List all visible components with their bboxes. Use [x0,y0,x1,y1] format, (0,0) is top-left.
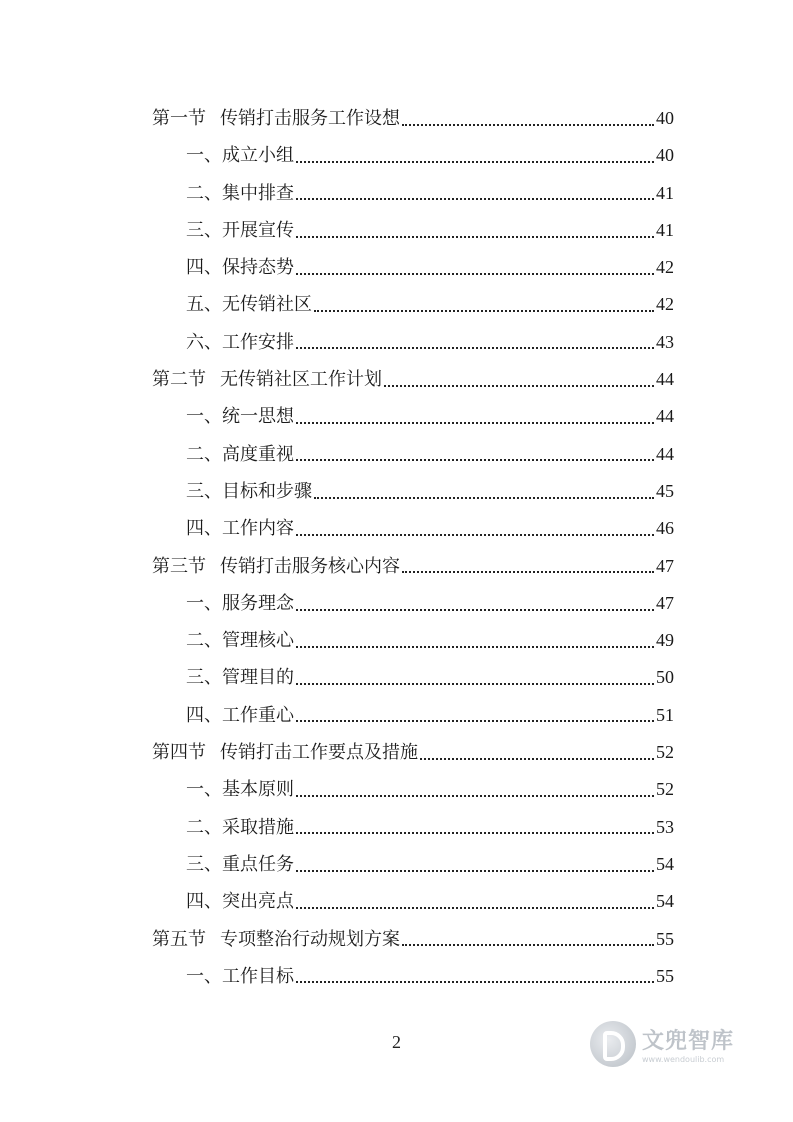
toc-entry-text: 管理核心 [222,630,294,652]
toc-entry-number: 一、 [186,145,222,167]
toc-entry-number: 一、 [186,779,222,801]
toc-dot-leader [296,720,654,722]
toc-entry-page: 54 [656,853,674,874]
toc-entry-title [152,100,400,137]
toc-entry-number: 第三节 [152,555,206,577]
toc-dot-leader [420,758,654,760]
toc-entry-text: 工作目标 [222,965,294,987]
toc-entry-title [186,958,294,995]
toc-entry-page: 54 [656,891,674,912]
toc-entry-page: 52 [656,779,674,800]
toc-entry[interactable] [152,212,674,249]
toc-entry-text: 服务理念 [222,592,294,614]
toc-entry-number: 一、 [186,592,222,614]
toc-entry-page: 53 [656,816,674,837]
toc-dot-leader [296,981,654,983]
toc-entry[interactable] [152,771,674,808]
toc-entry-text: 集中排查 [222,182,294,204]
toc-entry-number: 二、 [186,816,222,838]
toc-entry-title [186,286,312,323]
toc-entry[interactable] [152,100,674,137]
toc-dot-leader [296,347,654,349]
toc-entry-page: 42 [656,257,674,278]
toc-entry-number: 三、 [186,219,222,241]
toc-entry-text: 传销打击服务工作设想 [220,108,400,129]
toc-entry-text: 高度重视 [222,443,294,465]
toc-entry-text: 保持态势 [222,257,294,279]
toc-entry-number: 四、 [186,704,222,726]
toc-entry-page: 49 [656,630,674,651]
toc-entry-title [186,883,294,920]
toc-entry-page: 55 [656,965,674,986]
toc-entry-text: 管理目的 [222,667,294,689]
toc-entry-title [186,175,294,212]
toc-entry-page: 40 [656,108,674,128]
watermark-logo-icon [590,1021,636,1067]
toc-entry-text: 采取措施 [222,816,294,838]
toc-entry-number: 第五节 [152,928,206,950]
toc-entry-number: 六、 [186,331,222,353]
toc-entry[interactable] [152,958,674,995]
toc-entry[interactable] [152,473,674,510]
toc-entry-page: 44 [656,369,674,390]
toc-entry-page: 55 [656,928,674,949]
toc-entry-number: 三、 [186,853,222,875]
toc-entry-title [186,771,294,808]
toc-entry-text: 突出亮点 [222,891,294,913]
toc-entry[interactable] [152,398,674,435]
toc-entry-text: 专项整治行动规划方案 [220,928,400,950]
toc-entry-title [186,622,294,659]
toc-entry-title [152,548,400,585]
toc-entry-title [186,585,294,622]
toc-dot-leader [296,273,654,275]
toc-entry-number: 一、 [186,406,222,428]
toc-entry-title [186,436,294,473]
toc-entry-number: 五、 [186,294,222,316]
toc-entry[interactable] [152,175,674,212]
toc-entry[interactable] [152,324,674,361]
toc-entry[interactable] [152,883,674,920]
toc-entry[interactable] [152,510,674,547]
toc-entry-number: 四、 [186,891,222,913]
toc-entry-title [152,921,400,958]
toc-entry-number: 第二节 [152,369,206,391]
toc-entry[interactable] [152,659,674,696]
toc-entry-title [186,809,294,846]
toc-dot-leader [296,907,654,909]
toc-entry-page: 44 [656,406,674,427]
toc-entry[interactable] [152,286,674,323]
toc-entry-title [186,473,312,510]
toc-entry-title [186,510,294,547]
toc-entry-title [152,361,382,398]
toc-entry-page: 44 [656,443,674,464]
toc-entry-page: 41 [656,219,674,240]
toc-entry-number: 第一节 [152,108,206,129]
watermark-name: 文兜智库 [642,1029,735,1054]
toc-entry-number: 二、 [186,443,222,465]
toc-entry[interactable] [152,585,674,622]
toc-entry-text: 传销打击服务核心内容 [220,555,400,577]
toc-entry-number: 三、 [186,480,222,502]
toc-dot-leader [314,497,654,499]
watermark [590,1016,760,1072]
toc-entry-page: 47 [656,592,674,613]
toc-entry-text: 工作重心 [222,704,294,726]
toc-entry[interactable] [152,697,674,734]
toc-dot-leader [296,646,654,648]
toc-entry[interactable] [152,436,674,473]
page-number: 2 [392,1032,401,1052]
toc-entry-page: 51 [656,704,674,725]
toc-entry-number: 二、 [186,630,222,652]
toc-entry-text: 工作安排 [222,331,294,353]
toc-entry-page: 43 [656,331,674,352]
toc-entry-title [186,249,294,286]
toc-entry[interactable] [152,734,674,771]
toc-dot-leader [402,944,654,946]
toc-dot-leader [296,683,654,685]
toc-entry-title [186,697,294,734]
toc-entry[interactable] [152,809,674,846]
toc-entry[interactable] [152,622,674,659]
watermark-url: www.wendoulib.com [642,1055,725,1064]
toc-dot-leader [296,609,654,611]
toc-entry-text: 传销打击工作要点及措施 [220,742,418,764]
toc-dot-leader [296,459,654,461]
toc-entry-page: 52 [656,742,674,763]
table-of-contents [152,100,674,995]
toc-dot-leader [384,385,654,387]
toc-entry[interactable] [152,249,674,286]
toc-entry-number: 一、 [186,965,222,987]
toc-entry-page: 41 [656,182,674,203]
toc-entry-text: 基本原则 [222,779,294,801]
toc-dot-leader [296,534,654,536]
toc-entry-page: 46 [656,518,674,539]
toc-entry-text: 目标和步骤 [222,480,312,502]
toc-entry-text: 统一思想 [222,406,294,428]
toc-entry-page: 42 [656,294,674,315]
toc-entry-title [186,137,294,174]
toc-entry-text: 成立小组 [222,145,294,167]
toc-entry[interactable] [152,361,674,398]
toc-entry-page: 45 [656,480,674,501]
toc-entry-page: 47 [656,555,674,576]
toc-dot-leader [296,236,654,238]
toc-entry-title [152,734,418,771]
toc-entry-number: 二、 [186,182,222,204]
toc-entry-title [186,324,294,361]
toc-dot-leader [296,161,654,163]
toc-entry-page: 50 [656,667,674,688]
toc-dot-leader [402,571,654,573]
toc-entry[interactable] [152,846,674,883]
toc-dot-leader [314,310,654,312]
toc-entry-number: 第四节 [152,742,206,764]
toc-entry[interactable] [152,137,674,174]
toc-entry-title [186,398,294,435]
toc-entry-title [186,846,294,883]
toc-entry-page: 40 [656,145,674,166]
toc-entry-text: 无传销社区 [222,294,312,316]
toc-entry-title [186,212,294,249]
toc-dot-leader [296,422,654,424]
toc-entry-number: 四、 [186,257,222,279]
toc-entry-text: 开展宣传 [222,219,294,241]
toc-dot-leader [296,795,654,797]
toc-entry-text: 工作内容 [222,518,294,540]
toc-dot-leader [296,198,654,200]
toc-entry-text: 无传销社区工作计划 [220,369,382,391]
toc-entry-number: 四、 [186,518,222,540]
toc-entry-text: 重点任务 [222,853,294,875]
toc-entry[interactable] [152,921,674,958]
toc-entry-number: 三、 [186,667,222,689]
toc-dot-leader [402,124,654,126]
toc-entry-title [186,659,294,696]
toc-dot-leader [296,832,654,834]
toc-dot-leader [296,870,654,872]
toc-entry[interactable] [152,548,674,585]
